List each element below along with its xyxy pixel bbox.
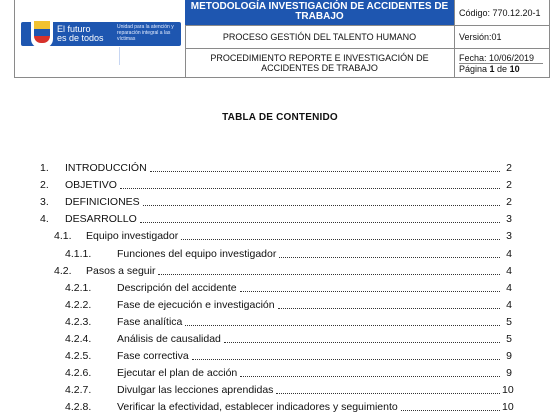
toc-entry[interactable]	[0, 212, 560, 225]
toc-entry-number: 4.2.8.	[65, 401, 92, 414]
page-current: 1	[489, 64, 495, 74]
toc-entry-number: 1.	[40, 162, 49, 174]
logo-slogan-line1: El futuro	[57, 24, 91, 34]
toc-entry-leader	[117, 248, 512, 260]
toc-entry-number: 4.2.4.	[65, 333, 92, 345]
toc-dot-leader	[150, 171, 500, 172]
toc-entry-page: 9	[506, 367, 512, 380]
toc-entry-label: Fase correctiva	[117, 350, 189, 363]
toc-entry-page: 4	[506, 298, 512, 311]
toc-dot-leader	[401, 410, 500, 411]
toc-entry-label: Descripción del accidente	[117, 281, 237, 294]
document-code: Código: 770.12.20-1	[455, 0, 550, 26]
toc-entry[interactable]	[0, 264, 560, 277]
toc-entry-label: Pasos a seguir	[86, 264, 156, 277]
toc-entry-page: 3	[506, 213, 512, 226]
page-total: 10	[509, 64, 520, 74]
toc-dot-leader	[192, 359, 500, 360]
toc-entry[interactable]	[0, 178, 560, 191]
toc-entry[interactable]	[0, 195, 560, 208]
toc-entry-label: Divulgar las lecciones aprendidas	[117, 384, 274, 397]
toc-entry-page: 3	[506, 230, 512, 243]
toc-entry-number: 3.	[40, 196, 49, 209]
toc-entry-number: 4.1.1.	[65, 247, 92, 260]
toc-entry-leader	[86, 230, 512, 242]
toc-dot-leader	[279, 257, 500, 258]
toc-entry[interactable]	[0, 281, 560, 294]
toc-entry-leader	[117, 333, 512, 345]
toc-entry-label: Ejecutar el plan de acción	[117, 367, 238, 380]
toc-entry-label: OBJETIVO	[65, 179, 117, 192]
toc-entry-number: 4.	[40, 213, 49, 226]
logo-slogan-line2: es de todos	[57, 33, 104, 43]
toc-entry-leader	[65, 213, 512, 225]
page-indicator	[459, 64, 550, 74]
toc-entry-page: 10	[502, 384, 514, 397]
toc-entry-number: 4.2.6.	[65, 367, 92, 380]
document-version: Versión:01	[455, 26, 550, 49]
document-date: Fecha: 10/06/2019	[459, 53, 543, 64]
procedure-name: PROCEDIMIENTO REPORTE E INVESTIGACIÓN DE ACCIDENTES DE TRABAJO	[185, 49, 455, 77]
toc-entry-page: 2	[506, 162, 512, 174]
toc-entry-leader	[86, 265, 512, 277]
toc-entry[interactable]	[0, 298, 560, 311]
toc-entry-number: 4.1.	[54, 230, 72, 243]
flag-yellow-band	[34, 21, 50, 29]
toc-dot-leader	[276, 393, 500, 394]
toc-dot-leader	[181, 239, 500, 240]
toc-entry-page: 4	[506, 281, 512, 294]
toc-dot-leader	[278, 308, 500, 309]
toc-entry-page: 2	[506, 196, 512, 209]
toc-entry-leader	[117, 282, 512, 294]
toc-entry[interactable]	[0, 383, 560, 396]
toc-entry-label: Fase analítica	[117, 315, 183, 328]
toc-entry[interactable]	[0, 247, 560, 260]
toc-dot-leader	[120, 188, 500, 189]
toc-entry-page: 4	[506, 247, 512, 260]
toc-entry[interactable]	[0, 315, 560, 328]
toc-entry-label: Verificar la efectividad, establecer indicadores y seguimiento	[117, 401, 398, 414]
toc-entry-leader	[117, 316, 512, 328]
page-prefix: Página	[459, 64, 490, 74]
document-header	[14, 0, 550, 78]
toc-entry[interactable]	[0, 229, 560, 242]
toc-entry[interactable]	[0, 161, 560, 174]
toc-entry-number: 4.2.3.	[65, 315, 92, 328]
toc-entry-label: Funciones del equipo investigador	[117, 247, 277, 260]
toc-entry-number: 4.2.7.	[65, 384, 92, 397]
toc-entry-page: 5	[506, 333, 512, 345]
toc-entry-leader	[117, 350, 512, 362]
toc-entry[interactable]	[0, 400, 560, 413]
toc-dot-leader	[158, 274, 500, 275]
toc-entry-leader	[65, 179, 512, 191]
date-page-cell	[455, 49, 550, 77]
toc-entry-page: 9	[506, 350, 512, 363]
toc-entry-number: 4.2.5.	[65, 350, 92, 363]
toc-entry-page: 10	[502, 401, 514, 414]
toc-entry-leader	[65, 162, 512, 174]
toc-entry-page: 4	[506, 264, 512, 277]
toc-entry-number: 4.2.	[54, 264, 72, 277]
toc-entry-number: 4.2.2.	[65, 298, 92, 311]
flag-blue-band	[34, 29, 50, 36]
toc-entry-label: Equipo investigador	[86, 230, 179, 243]
logo-cell	[15, 0, 186, 77]
toc-dot-leader	[240, 291, 500, 292]
toc-entry-label: Análisis de causalidad	[117, 333, 221, 345]
toc-title: TABLA DE CONTENIDO	[222, 112, 338, 123]
toc-entry-leader	[117, 367, 512, 379]
page-mid: de	[494, 64, 510, 74]
toc-dot-leader	[240, 376, 500, 377]
toc-entry-label: DESARROLLO	[65, 213, 137, 226]
toc-dot-leader	[224, 342, 500, 343]
toc-entry[interactable]	[0, 332, 560, 345]
coat-of-arms-icon	[31, 18, 53, 48]
flag-red-band	[34, 36, 50, 43]
toc-entry-number: 2.	[40, 179, 49, 192]
document-title: METODOLOGÍA INVESTIGACIÓN DE ACCIDENTES DE TRABAJO	[185, 0, 455, 26]
toc-dot-leader	[140, 222, 500, 223]
toc-dot-leader	[185, 325, 500, 326]
toc-entry-label: Fase de ejecución e investigación	[117, 298, 275, 311]
toc-entry-page: 2	[506, 179, 512, 192]
toc-entry-label: INTRODUCCIÓN	[65, 162, 147, 174]
toc-entry-leader	[65, 196, 512, 208]
toc-entry-leader	[117, 384, 512, 396]
toc-dot-leader	[143, 205, 500, 206]
logo-entity-name: Unidad para la atención y reparación integral a las víctimas	[117, 24, 174, 42]
toc-entry[interactable]	[0, 366, 560, 379]
process-name: PROCESO GESTIÓN DEL TALENTO HUMANO	[185, 26, 455, 49]
toc-entry-leader	[117, 299, 512, 311]
toc-entry-page: 5	[506, 315, 512, 328]
toc-entry[interactable]	[0, 349, 560, 362]
toc-entry-leader	[117, 401, 512, 413]
toc-entry-number: 4.2.1.	[65, 281, 92, 294]
toc-entry-label: DEFINICIONES	[65, 196, 140, 209]
logo-separator	[119, 47, 120, 65]
